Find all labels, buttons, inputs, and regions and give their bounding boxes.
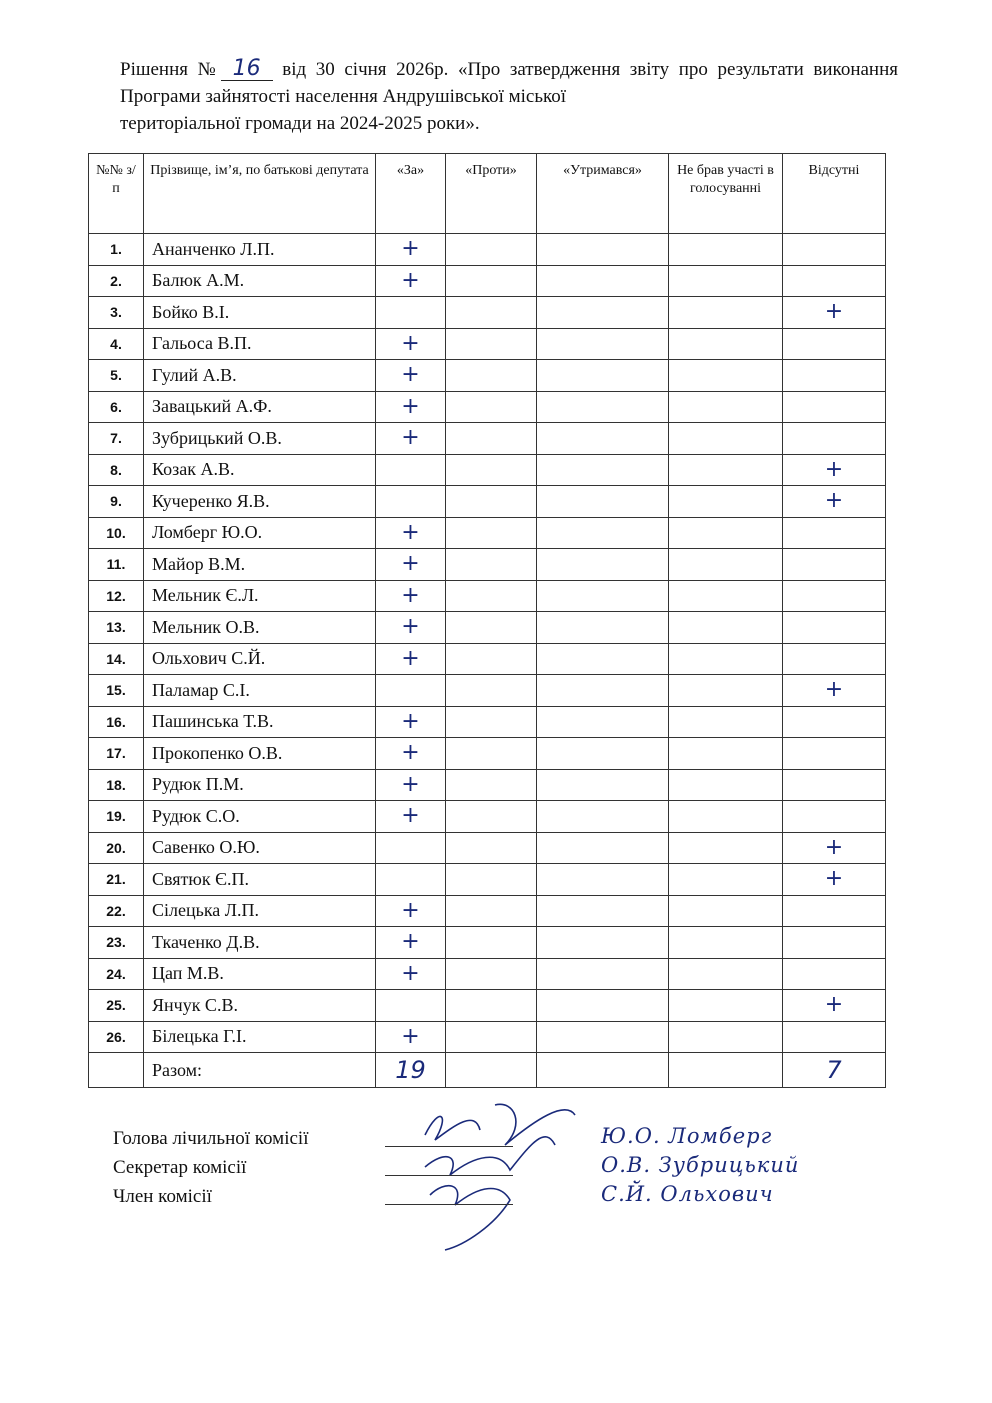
table-row [89,486,886,518]
absent-mark [783,517,886,549]
vote-for-mark: + [376,801,446,833]
vote-not-voted-cell [669,234,783,266]
vote-abstain-cell [537,1021,669,1053]
row-number: 1. [89,234,144,266]
member-label: Член комісії [113,1186,212,1207]
vote-against-cell [446,549,537,581]
row-number: 6. [89,391,144,423]
vote-not-voted-cell [669,927,783,959]
table-row [89,265,886,297]
row-number: 20. [89,832,144,864]
absent-mark [783,1021,886,1053]
row-number: 12. [89,580,144,612]
row-number: 25. [89,990,144,1022]
vote-abstain-cell [537,706,669,738]
row-number: 26. [89,1021,144,1053]
absent-mark [783,738,886,770]
absent-mark [783,234,886,266]
vote-abstain-cell [537,297,669,329]
row-number: 11. [89,549,144,581]
vote-table [88,153,886,1088]
table-row [89,1021,886,1053]
vote-abstain-cell [537,958,669,990]
total-abstain [537,1053,669,1088]
absent-mark [783,580,886,612]
header-for: «За» [376,154,446,234]
absent-mark: + [783,864,886,896]
absent-mark [783,612,886,644]
table-row [89,738,886,770]
vote-for-mark [376,990,446,1022]
vote-for-mark: + [376,234,446,266]
vote-not-voted-cell [669,612,783,644]
vote-for-mark [376,864,446,896]
vote-not-voted-cell [669,643,783,675]
deputy-name: Ольхович С.Й. [144,643,376,675]
vote-for-mark: + [376,895,446,927]
vote-not-voted-cell [669,486,783,518]
chair-row [113,1124,873,1153]
vote-abstain-cell [537,423,669,455]
deputy-name: Ломберг Ю.О. [144,517,376,549]
row-number: 4. [89,328,144,360]
vote-against-cell [446,454,537,486]
vote-for-mark: + [376,265,446,297]
absent-mark: + [783,832,886,864]
row-number: 8. [89,454,144,486]
vote-for-mark: + [376,927,446,959]
vote-abstain-cell [537,643,669,675]
vote-abstain-cell [537,486,669,518]
vote-for-mark: + [376,360,446,392]
vote-for-mark: + [376,423,446,455]
decision-prefix: Рішення № [120,59,221,80]
table-row [89,360,886,392]
absent-mark [783,801,886,833]
vote-against-cell [446,234,537,266]
total-num-cell [89,1053,144,1088]
deputy-name: Паламар С.І. [144,675,376,707]
vote-abstain-cell [537,328,669,360]
vote-not-voted-cell [669,454,783,486]
deputy-name: Ананченко Л.П. [144,234,376,266]
vote-abstain-cell [537,549,669,581]
row-number: 23. [89,927,144,959]
header-against: «Проти» [446,154,537,234]
vote-against-cell [446,297,537,329]
vote-for-mark [376,675,446,707]
absent-mark: + [783,454,886,486]
deputy-name: Рудюк П.М. [144,769,376,801]
deputy-name: Білецька Г.І. [144,1021,376,1053]
total-against [446,1053,537,1088]
vote-abstain-cell [537,234,669,266]
row-number: 18. [89,769,144,801]
row-number: 9. [89,486,144,518]
vote-for-mark: + [376,643,446,675]
vote-against-cell [446,706,537,738]
vote-for-mark [376,486,446,518]
deputy-name: Гулий А.В. [144,360,376,392]
vote-not-voted-cell [669,517,783,549]
vote-for-mark: + [376,1021,446,1053]
vote-abstain-cell [537,864,669,896]
row-number: 22. [89,895,144,927]
vote-not-voted-cell [669,706,783,738]
absent-mark [783,549,886,581]
vote-table-body [89,234,886,1053]
row-number: 21. [89,864,144,896]
deputy-name: Прокопенко О.В. [144,738,376,770]
chair-name: Ю.О. Ломберг [601,1124,773,1148]
header-num: №№ з/п [89,154,144,234]
absent-mark [783,265,886,297]
deputy-name: Кучеренко Я.В. [144,486,376,518]
row-number: 7. [89,423,144,455]
table-row [89,643,886,675]
absent-mark: + [783,675,886,707]
deputy-name: Бойко В.І. [144,297,376,329]
vote-against-cell [446,643,537,675]
header-abstain: «Утримався» [537,154,669,234]
table-row [89,454,886,486]
vote-for-mark: + [376,328,446,360]
vote-for-mark: + [376,549,446,581]
vote-against-cell [446,895,537,927]
vote-for-mark: + [376,517,446,549]
vote-not-voted-cell [669,549,783,581]
deputy-name: Майор В.М. [144,549,376,581]
table-row [89,895,886,927]
vote-for-mark: + [376,769,446,801]
total-row [89,1053,886,1088]
vote-not-voted-cell [669,801,783,833]
vote-against-cell [446,423,537,455]
absent-mark [783,706,886,738]
vote-not-voted-cell [669,958,783,990]
vote-abstain-cell [537,517,669,549]
table-row [89,391,886,423]
deputy-name: Гальоса В.П. [144,328,376,360]
vote-not-voted-cell [669,864,783,896]
vote-not-voted-cell [669,895,783,927]
deputy-name: Мельник Є.Л. [144,580,376,612]
absent-mark [783,958,886,990]
deputy-name: Янчук С.В. [144,990,376,1022]
row-number: 14. [89,643,144,675]
vote-for-mark: + [376,706,446,738]
decision-number: 16 [221,58,273,81]
header-name: Прізвище, ім’я, по батькові депутата [144,154,376,234]
vote-not-voted-cell [669,832,783,864]
decision-title [120,56,898,137]
vote-abstain-cell [537,360,669,392]
vote-abstain-cell [537,801,669,833]
chair-signature-line [385,1146,513,1147]
vote-against-cell [446,612,537,644]
absent-mark: + [783,486,886,518]
row-number: 15. [89,675,144,707]
decision-text-line3: територіальної громади на 2024-2025 роки». [120,113,480,134]
total-label: Разом: [144,1053,376,1088]
vote-abstain-cell [537,738,669,770]
vote-not-voted-cell [669,675,783,707]
vote-not-voted-cell [669,360,783,392]
vote-against-cell [446,486,537,518]
row-number: 13. [89,612,144,644]
absent-mark [783,423,886,455]
row-number: 17. [89,738,144,770]
vote-against-cell [446,675,537,707]
vote-abstain-cell [537,990,669,1022]
vote-against-cell [446,580,537,612]
vote-abstain-cell [537,265,669,297]
table-row [89,990,886,1022]
table-row [89,927,886,959]
table-row [89,675,886,707]
vote-abstain-cell [537,612,669,644]
table-row [89,580,886,612]
row-number: 5. [89,360,144,392]
vote-against-cell [446,517,537,549]
row-number: 24. [89,958,144,990]
absent-mark: + [783,990,886,1022]
vote-not-voted-cell [669,297,783,329]
row-number: 10. [89,517,144,549]
table-row [89,328,886,360]
vote-not-voted-cell [669,990,783,1022]
vote-for-mark [376,454,446,486]
vote-against-cell [446,360,537,392]
total-not-voted [669,1053,783,1088]
decision-text-line1: від 30 січня 2026р. «Про затвердження звіту про результати [282,59,804,80]
vote-against-cell [446,1021,537,1053]
secretary-row [113,1153,873,1182]
vote-abstain-cell [537,927,669,959]
vote-for-mark [376,297,446,329]
vote-for-mark: + [376,738,446,770]
vote-against-cell [446,328,537,360]
vote-not-voted-cell [669,580,783,612]
vote-against-cell [446,265,537,297]
secretary-signature-line [385,1175,513,1176]
deputy-name: Козак А.В. [144,454,376,486]
member-name: С.Й. Ольхович [601,1182,774,1206]
absent-mark [783,927,886,959]
secretary-name: О.В. Зубрицький [601,1153,800,1177]
vote-abstain-cell [537,454,669,486]
deputy-name: Завацький А.Ф. [144,391,376,423]
deputy-name: Ткаченко Д.В. [144,927,376,959]
row-number: 2. [89,265,144,297]
vote-not-voted-cell [669,265,783,297]
vote-against-cell [446,832,537,864]
table-row [89,517,886,549]
table-row [89,549,886,581]
vote-for-mark: + [376,612,446,644]
vote-not-voted-cell [669,391,783,423]
table-row [89,801,886,833]
secretary-label: Секретар комісії [113,1157,247,1178]
deputy-name: Мельник О.В. [144,612,376,644]
vote-abstain-cell [537,675,669,707]
table-row [89,864,886,896]
deputy-name: Савенко О.Ю. [144,832,376,864]
vote-against-cell [446,864,537,896]
vote-for-mark [376,832,446,864]
deputy-name: Рудюк С.О. [144,801,376,833]
vote-against-cell [446,927,537,959]
vote-abstain-cell [537,895,669,927]
vote-not-voted-cell [669,423,783,455]
row-number: 16. [89,706,144,738]
header-not-voted: Не брав участі в голосуванні [669,154,783,234]
vote-against-cell [446,391,537,423]
member-signature-line [385,1204,513,1205]
row-number: 19. [89,801,144,833]
commission-signatures [113,1124,873,1211]
absent-mark [783,769,886,801]
table-row [89,234,886,266]
row-number: 3. [89,297,144,329]
table-row [89,958,886,990]
table-row [89,297,886,329]
table-row [89,612,886,644]
vote-abstain-cell [537,391,669,423]
absent-mark [783,391,886,423]
table-row [89,769,886,801]
vote-against-cell [446,738,537,770]
absent-mark [783,643,886,675]
absent-mark [783,895,886,927]
absent-mark: + [783,297,886,329]
vote-not-voted-cell [669,328,783,360]
vote-for-mark: + [376,391,446,423]
member-row [113,1182,873,1211]
table-row [89,423,886,455]
table-row [89,832,886,864]
deputy-name: Пашинська Т.В. [144,706,376,738]
vote-for-mark: + [376,958,446,990]
vote-against-cell [446,990,537,1022]
absent-mark [783,360,886,392]
deputy-name: Сілецька Л.П. [144,895,376,927]
vote-not-voted-cell [669,769,783,801]
vote-for-mark: + [376,580,446,612]
deputy-name: Балюк А.М. [144,265,376,297]
vote-against-cell [446,958,537,990]
table-row [89,706,886,738]
deputy-name: Зубрицький О.В. [144,423,376,455]
deputy-name: Святюк Є.П. [144,864,376,896]
deputy-name: Цап М.В. [144,958,376,990]
decision-text-line2: виконання Програми зайнятості населення Андрушівської міської [120,59,899,107]
vote-not-voted-cell [669,1021,783,1053]
chair-label: Голова лічильної комісії [113,1128,309,1149]
absent-mark [783,328,886,360]
header-absent: Відсутні [783,154,886,234]
vote-abstain-cell [537,769,669,801]
vote-abstain-cell [537,832,669,864]
total-absent: 7 [783,1053,886,1088]
vote-against-cell [446,769,537,801]
vote-against-cell [446,801,537,833]
vote-not-voted-cell [669,738,783,770]
total-for: 19 [376,1053,446,1088]
vote-abstain-cell [537,580,669,612]
